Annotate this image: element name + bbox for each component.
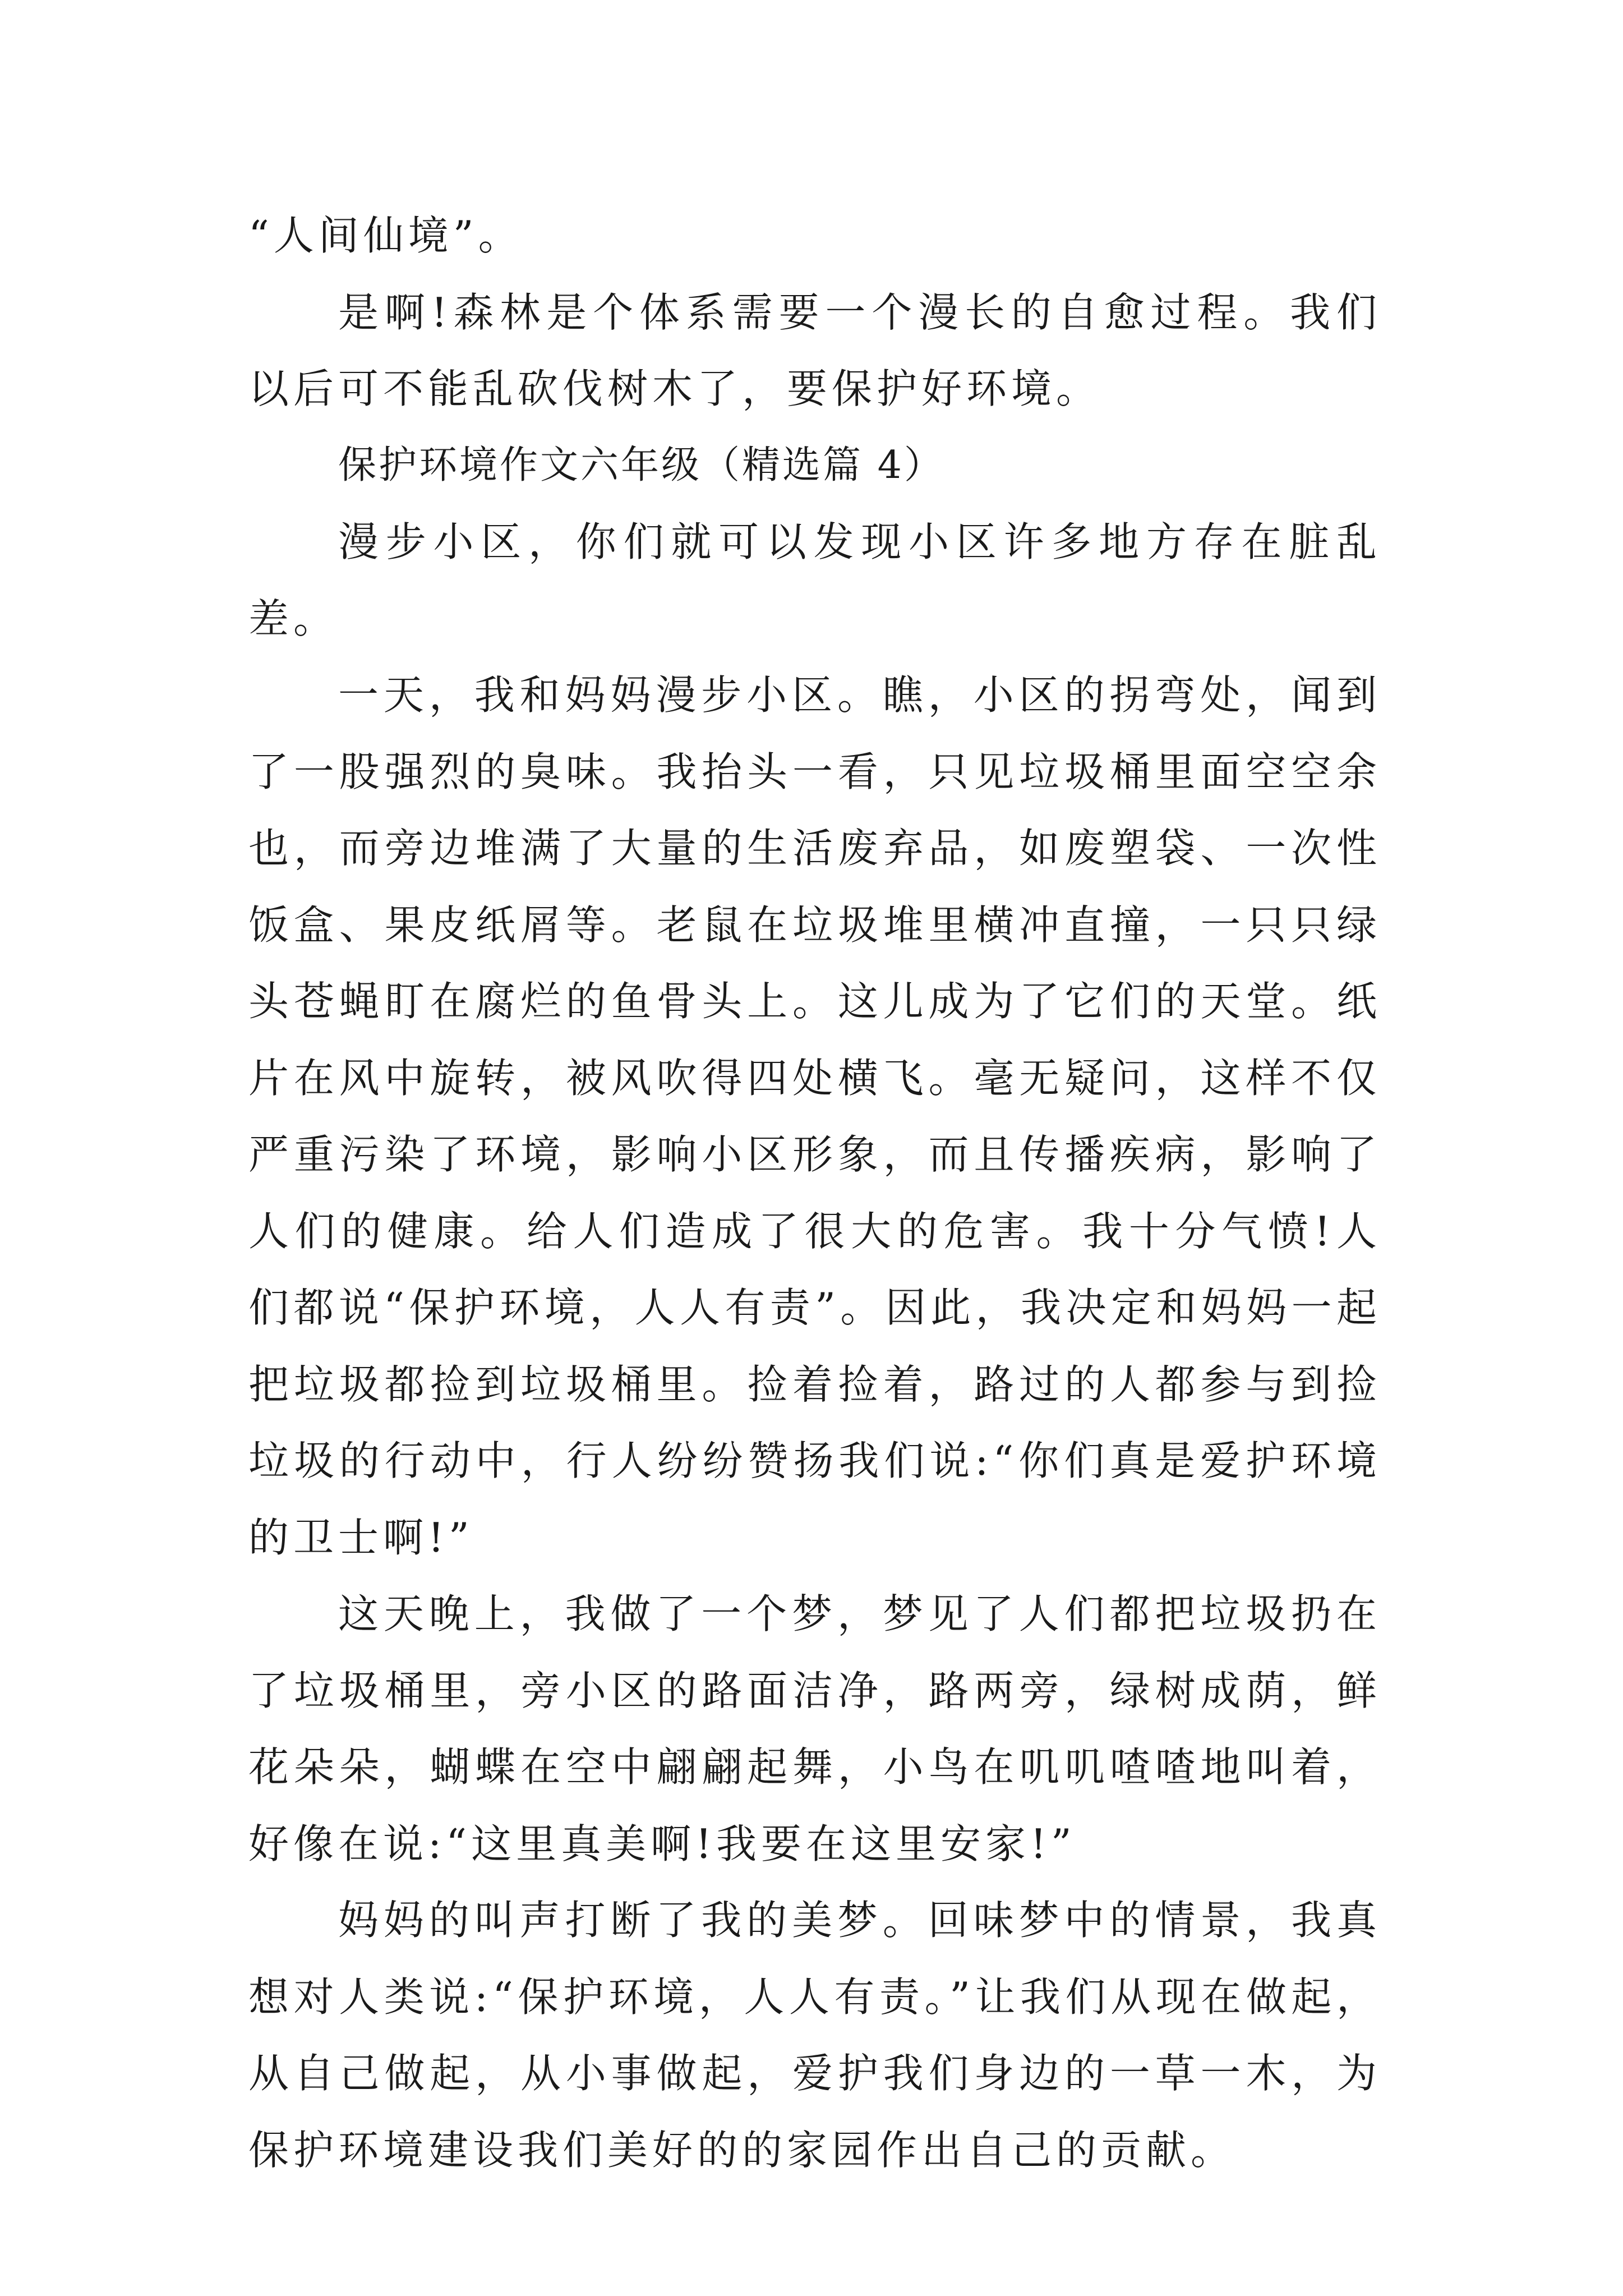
paragraph-2: 是啊!森林是个体系需要一个漫长的自愈过程。我们以后可不能乱砍伐树木了，要保护好环境。 <box>248 288 1381 412</box>
paragraph-7: 妈妈的叫声打断了我的美梦。回味梦中的情景，我真想对人类说:“保护环境，人人有责。”让我们从现在做起，从自己做起，从小事做起，爱护我们身边的一草一木，为保护环境建设我们美好的的家园作出自己的贡献。 <box>248 1897 1381 2174</box>
document-body <box>248 197 1381 2188</box>
paragraph-6: 这天晚上，我做了一个梦，梦见了人们都把垃圾扔在了垃圾桶里，旁小区的路面洁净，路两旁，绿树成荫，鲜花朵朵，蝴蝶在空中翩翩起舞，小鸟在叽叽喳喳地叫着，好像在说:“这里真美啊!我要在这里安家!” <box>248 1590 1381 1867</box>
section-heading: 保护环境作文六年级（精选篇 4） <box>338 443 944 487</box>
paragraph-1: “人间仙境”。 <box>248 212 523 259</box>
paragraph-4: 漫步小区，你们就可以发现小区许多地方存在脏乱差。 <box>248 518 1381 642</box>
paragraph-5: 一天，我和妈妈漫步小区。瞧，小区的拐弯处，闻到了一股强烈的臭味。我抬头一看，只见垃圾桶里面空空余也，而旁边堆满了大量的生活废弃品，如废塑袋、一次性饭盒、果皮纸屑等。老鼠在垃圾堆里横冲直撞，一只只绿头苍蝇盯在腐烂的鱼骨头上。这儿成为了它们的天堂。纸片在风中旋转，被风吹得四处横飞。毫无疑问，这样不仅严重污染了环境，影响小区形象，而且传播疾病，影响了人们的健康。给人们造成了很大的危害。我十分气愤!人们都说“保护环境，人人有责”。因此，我决定和妈妈一起把垃圾都捡到垃圾桶里。捡着捡着，路过的人都参与到捡垃圾的行动中，行人纷纷赞扬我们说:“你们真是爱护环境的卫士啊!” <box>248 671 1381 1561</box>
